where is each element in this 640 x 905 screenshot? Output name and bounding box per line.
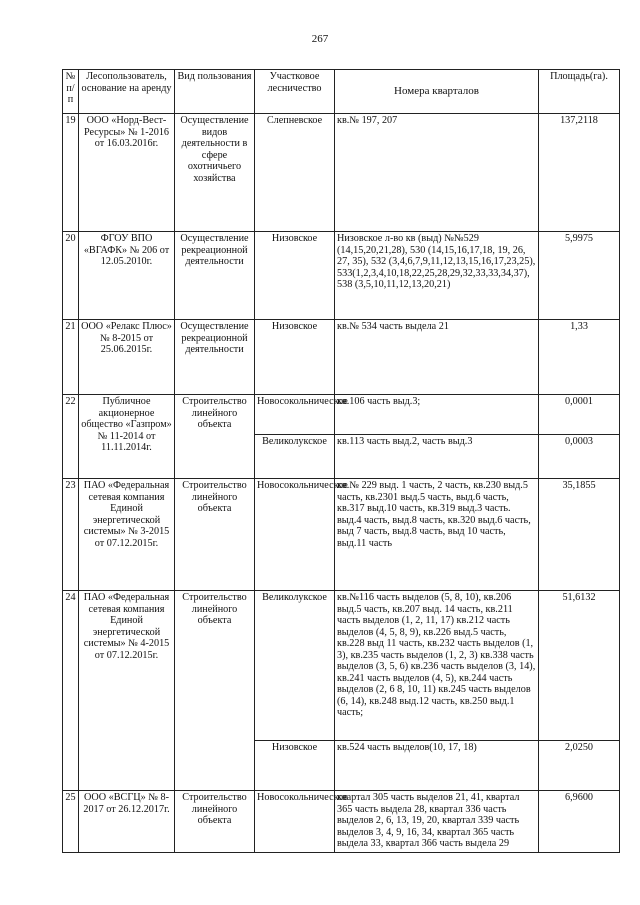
- row-area: 2,0250: [539, 741, 620, 791]
- header-user: Лесопользователь, основание на аренду: [79, 70, 175, 114]
- header-use: Вид пользования: [175, 70, 255, 114]
- row-user: ООО «ВСГЦ» № 8-2017 от 26.12.2017г.: [79, 791, 175, 853]
- row-quarters: кв.№116 часть выделов (5, 8, 10), кв.206 выд.5 часть, кв.207 выд. 14 часть, кв.211 часть выделов (1, 2, 11, 17) кв.212 часть выделов (4, 5, 8, 9), кв.226 выд.5 часть, кв.228 выд 11 часть, кв.232 часть выделов (1, 3), кв.235 часть выделов (1, 2, 3) кв.338 часть выделов (3, 5, 6) кв.236 часть выделов (3, 14), кв.241 часть выделов (4, 5), кв.244 часть выделов (2, 6 8, 10, 11) кв.245 часть выделов (6, 14), кв.248 выд.12 часть, кв.250 выд.1 часть;: [335, 591, 539, 741]
- table-row: [63, 591, 620, 741]
- table-row: [63, 395, 620, 435]
- row-num: 20: [63, 232, 79, 320]
- table-row: [63, 232, 620, 320]
- row-forestry: Низовское: [255, 320, 335, 395]
- row-forestry: Великолукское: [255, 435, 335, 479]
- row-num: 23: [63, 479, 79, 591]
- row-user: ПАО «Федеральная сетевая компания Единой энергетической системы» № 4-2015 от 07.12.2015г.: [79, 591, 175, 791]
- row-user: ООО «Релакс Плюс» № 8-2015 от 25.06.2015г.: [79, 320, 175, 395]
- table-row: [63, 479, 620, 591]
- table-row: [63, 114, 620, 232]
- row-num: 24: [63, 591, 79, 791]
- row-use: Осуществление рекреационной деятельности: [175, 320, 255, 395]
- row-area: 5,9975: [539, 232, 620, 320]
- header-quarters: Номера кварталов: [335, 70, 539, 114]
- row-quarters: Низовское л-во кв (выд) №№529 (14,15,20,21,28), 530 (14,15,16,17,18, 19, 26, 27, 35), 532 (3,4,6,7,9,11,12,13,15,16,17,23,25), 533(1,2,3,4,10,18,22,25,28,29,32,33,33,34,37), 538 (3,5,10,11,12,13,20,21): [335, 232, 539, 320]
- header-area: Площадь(га).: [539, 70, 620, 114]
- row-quarters: кв.524 часть выделов(10, 17, 18): [335, 741, 539, 791]
- row-use: Осуществление рекреационной деятельности: [175, 232, 255, 320]
- page-number: 267: [311, 33, 329, 45]
- row-area: 35,1855: [539, 479, 620, 591]
- row-use: Строительство линейного объекта: [175, 395, 255, 479]
- row-user: ПАО «Федеральная сетевая компания Единой энергетической системы» № 3-2015 от 07.12.2015г.: [79, 479, 175, 591]
- row-forestry: Великолукское: [255, 591, 335, 741]
- row-user: ООО «Норд-Вест-Ресурсы» № 1-2016 от 16.03.2016г.: [79, 114, 175, 232]
- row-quarters: кв.№ 197, 207: [335, 114, 539, 232]
- row-area: 6,9600: [539, 791, 620, 853]
- row-use: Осуществление видов деятельности в сфере охотничьего хозяйства: [175, 114, 255, 232]
- row-num: 19: [63, 114, 79, 232]
- row-user: ФГОУ ВПО «ВГАФК» № 206 от 12.05.2010г.: [79, 232, 175, 320]
- row-area: 1,33: [539, 320, 620, 395]
- table-header-row: [63, 70, 620, 114]
- row-num: 21: [63, 320, 79, 395]
- row-quarters: кв.106 часть выд.3;: [335, 395, 539, 435]
- row-area: 137,2118: [539, 114, 620, 232]
- row-area: 0,0001: [539, 395, 620, 435]
- row-use: Строительство линейного объекта: [175, 791, 255, 853]
- row-quarters: кв.113 часть выд.2, часть выд.3: [335, 435, 539, 479]
- row-forestry: Новосокольническое: [255, 395, 335, 435]
- row-forestry: Слепневское: [255, 114, 335, 232]
- row-user: Публичное акционерное общество «Газпром» № 11-2014 от 11.11.2014г.: [79, 395, 175, 479]
- row-forestry: Новосокольническое: [255, 791, 335, 853]
- row-area: 51,6132: [539, 591, 620, 741]
- row-num: 22: [63, 395, 79, 479]
- row-forestry: Низовское: [255, 741, 335, 791]
- row-quarters: квартал 305 часть выделов 21, 41, квартал 365 часть выдела 28, квартал 336 часть выделов 2, 6, 13, 19, 20, квартал 339 часть выделов 3, 4, 9, 16, 34, квартал 365 часть выдела 33, квартал 366 часть выдела 29: [335, 791, 539, 853]
- header-num: № п/п: [63, 70, 79, 114]
- row-use: Строительство линейного объекта: [175, 591, 255, 791]
- table-row: [63, 791, 620, 853]
- row-quarters: кв.№ 229 выд. 1 часть, 2 часть, кв.230 выд.5 часть, кв.2301 выд.5 часть, выд.6 часть, кв.317 выд.10 часть, кв.319 выд.3 часть. выд.4 часть, выд.8 часть, кв.320 выд.6 часть, выд 7 часть, выд.8 часть, выд 10 часть, выд.11 часть: [335, 479, 539, 591]
- row-quarters: кв.№ 534 часть выдела 21: [335, 320, 539, 395]
- table-row: [63, 320, 620, 395]
- row-use: Строительство линейного объекта: [175, 479, 255, 591]
- row-forestry: Низовское: [255, 232, 335, 320]
- forest-lease-table: [62, 69, 620, 853]
- row-area: 0,0003: [539, 435, 620, 479]
- row-forestry: Новосокольническое: [255, 479, 335, 591]
- header-forestry: Участковое лесничество: [255, 70, 335, 114]
- row-num: 25: [63, 791, 79, 853]
